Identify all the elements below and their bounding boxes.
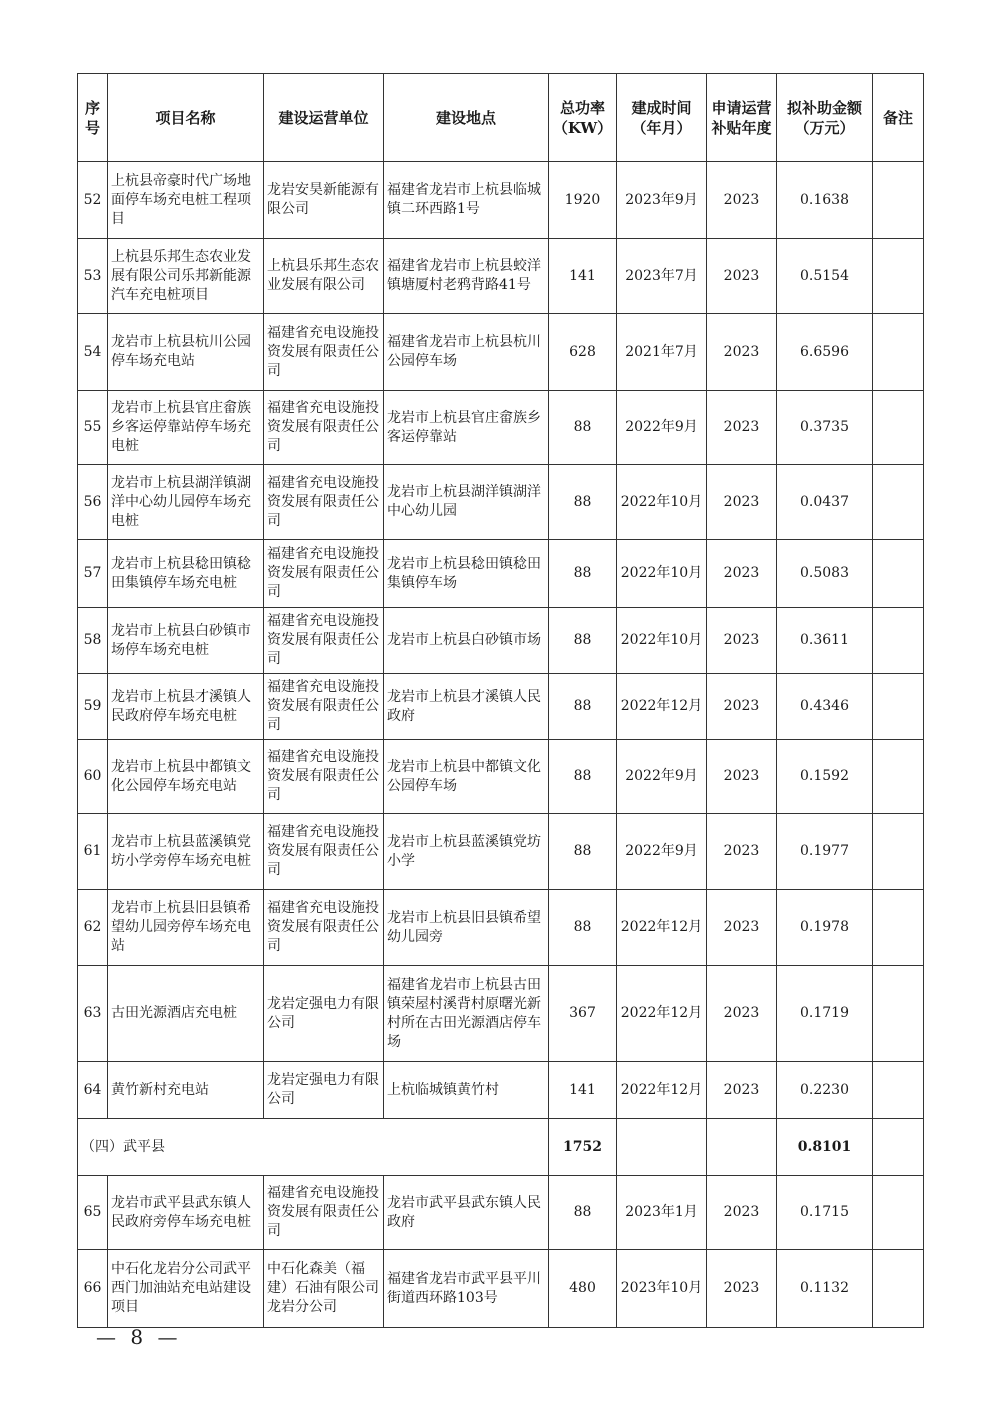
table-row [78,1176,924,1250]
cell-subsidy: 0.1715 [777,1176,873,1250]
header-subsidy: 拟补助金额（万元） [777,74,873,162]
table-row [78,1250,924,1328]
cell-operator: 福建省充电设施投资发展有限责任公司 [264,391,384,465]
cell-year: 2023 [707,239,777,314]
cell-location: 龙岩市上杭县才溪镇人民政府 [384,674,549,740]
cell-year: 2023 [707,465,777,540]
table-row [78,740,924,814]
cell-no: 61 [78,814,108,890]
cell-operator: 中石化森美（福建）石油有限公司龙岩分公司 [264,1250,384,1328]
header-row [78,74,924,162]
cell-name: 龙岩市上杭县才溪镇人民政府停车场充电桩 [108,674,264,740]
cell-location: 龙岩市上杭县中都镇文化公园停车场 [384,740,549,814]
cell-year: 2023 [707,674,777,740]
cell-operator: 福建省充电设施投资发展有限责任公司 [264,608,384,674]
cell-remark [873,608,924,674]
header-name: 项目名称 [108,74,264,162]
cell-subsidy: 0.0437 [777,465,873,540]
cell-power: 88 [549,540,617,608]
cell-operator: 龙岩安昊新能源有限公司 [264,162,384,239]
header-year: 申请运营补贴年度 [707,74,777,162]
cell-year: 2023 [707,314,777,391]
header-power: 总功率（KW） [549,74,617,162]
cell-name: 龙岩市上杭县稔田镇稔田集镇停车场充电桩 [108,540,264,608]
cell-power: 480 [549,1250,617,1328]
cell-location: 福建省龙岩市上杭县杭川公园停车场 [384,314,549,391]
cell-subsidy: 0.5083 [777,540,873,608]
cell-remark [873,674,924,740]
header-remark: 备注 [873,74,924,162]
cell-no: 53 [78,239,108,314]
cell-subsidy: 0.1977 [777,814,873,890]
cell-no: 52 [78,162,108,239]
table-row [78,674,924,740]
cell-location: 福建省龙岩市上杭县古田镇荣屋村溪背村原曙光新村所在古田光源酒店停车场 [384,966,549,1062]
cell-subsidy: 0.3611 [777,608,873,674]
cell-operator: 福建省充电设施投资发展有限责任公司 [264,674,384,740]
cell-power: 88 [549,740,617,814]
cell-operator: 福建省充电设施投资发展有限责任公司 [264,465,384,540]
cell-location: 龙岩市上杭县旧县镇希望幼儿园旁 [384,890,549,966]
cell-no: 58 [78,608,108,674]
cell-remark [873,814,924,890]
cell-built: 2022年12月 [617,674,707,740]
header-location: 建设地点 [384,74,549,162]
cell-name: 古田光源酒店充电桩 [108,966,264,1062]
cell-remark [873,1062,924,1119]
cell-built: 2021年7月 [617,314,707,391]
cell-no: 59 [78,674,108,740]
cell-name: 上杭县帝豪时代广场地面停车场充电桩工程项目 [108,162,264,239]
cell-subsidy: 0.1132 [777,1250,873,1328]
cell-subsidy: 0.1978 [777,890,873,966]
table-row [78,391,924,465]
subtotal-power: 1752 [549,1119,617,1176]
cell-power: 88 [549,465,617,540]
cell-no: 57 [78,540,108,608]
cell-built: 2022年10月 [617,608,707,674]
cell-year: 2023 [707,608,777,674]
cell-year: 2023 [707,540,777,608]
subtotal-subsidy: 0.8101 [777,1119,873,1176]
subtotal-label: （四）武平县 [78,1119,549,1176]
cell-operator: 福建省充电设施投资发展有限责任公司 [264,890,384,966]
cell-remark [873,890,924,966]
cell-power: 88 [549,391,617,465]
header-operator: 建设运营单位 [264,74,384,162]
cell-built: 2023年1月 [617,1176,707,1250]
cell-operator: 龙岩定强电力有限公司 [264,1062,384,1119]
cell-remark [873,540,924,608]
cell-name: 龙岩市上杭县白砂镇市场停车场充电桩 [108,608,264,674]
cell-subsidy: 0.4346 [777,674,873,740]
cell-built: 2023年10月 [617,1250,707,1328]
cell-no: 66 [78,1250,108,1328]
header-seq: 序号 [78,74,108,162]
cell-operator: 福建省充电设施投资发展有限责任公司 [264,314,384,391]
cell-remark [873,239,924,314]
cell-name: 上杭县乐邦生态农业发展有限公司乐邦新能源汽车充电桩项目 [108,239,264,314]
subsidy-table [77,73,924,1328]
cell-remark [873,391,924,465]
table-row [78,314,924,391]
cell-power: 141 [549,1062,617,1119]
cell-power: 88 [549,890,617,966]
cell-built: 2022年9月 [617,814,707,890]
cell-built: 2022年10月 [617,540,707,608]
cell-remark [873,966,924,1062]
cell-year: 2023 [707,814,777,890]
cell-no: 54 [78,314,108,391]
cell-no: 55 [78,391,108,465]
cell-year: 2023 [707,391,777,465]
subtotal-year-empty [707,1119,777,1176]
cell-no: 60 [78,740,108,814]
table-row [78,1062,924,1119]
cell-year: 2023 [707,890,777,966]
cell-subsidy: 0.1719 [777,966,873,1062]
cell-location: 龙岩市武平县武东镇人民政府 [384,1176,549,1250]
cell-name: 龙岩市上杭县中都镇文化公园停车场充电站 [108,740,264,814]
cell-remark [873,740,924,814]
cell-operator: 福建省充电设施投资发展有限责任公司 [264,814,384,890]
cell-name: 龙岩市上杭县旧县镇希望幼儿园旁停车场充电站 [108,890,264,966]
cell-location: 龙岩市上杭县官庄畲族乡客运停靠站 [384,391,549,465]
cell-location: 龙岩市上杭县白砂镇市场 [384,608,549,674]
cell-location: 上杭临城镇黄竹村 [384,1062,549,1119]
table-row [78,465,924,540]
cell-power: 628 [549,314,617,391]
cell-built: 2023年9月 [617,162,707,239]
cell-no: 65 [78,1176,108,1250]
cell-name: 龙岩市上杭县蓝溪镇党坊小学旁停车场充电桩 [108,814,264,890]
table-row [78,814,924,890]
cell-remark [873,162,924,239]
cell-built: 2022年10月 [617,465,707,540]
cell-built: 2022年12月 [617,890,707,966]
cell-built: 2022年12月 [617,1062,707,1119]
table-row [78,608,924,674]
table-row [78,162,924,239]
table-row [78,239,924,314]
cell-name: 龙岩市上杭县杭川公园停车场充电站 [108,314,264,391]
cell-year: 2023 [707,1062,777,1119]
cell-subsidy: 6.6596 [777,314,873,391]
cell-year: 2023 [707,162,777,239]
cell-no: 63 [78,966,108,1062]
cell-operator: 福建省充电设施投资发展有限责任公司 [264,740,384,814]
cell-subsidy: 0.1638 [777,162,873,239]
cell-remark [873,465,924,540]
cell-name: 中石化龙岩分公司武平西门加油站充电站建设项目 [108,1250,264,1328]
cell-power: 88 [549,608,617,674]
cell-remark [873,314,924,391]
cell-power: 88 [549,1176,617,1250]
table-row [78,540,924,608]
cell-name: 龙岩市武平县武东镇人民政府旁停车场充电桩 [108,1176,264,1250]
cell-operator: 福建省充电设施投资发展有限责任公司 [264,540,384,608]
cell-operator: 上杭县乐邦生态农业发展有限公司 [264,239,384,314]
cell-power: 88 [549,674,617,740]
page-number: — 8 — [96,1325,182,1349]
cell-name: 龙岩市上杭县官庄畲族乡客运停靠站停车场充电桩 [108,391,264,465]
cell-year: 2023 [707,966,777,1062]
subtotal-row [78,1119,924,1176]
cell-year: 2023 [707,1176,777,1250]
table-row [78,890,924,966]
cell-subsidy: 0.5154 [777,239,873,314]
cell-subsidy: 0.3735 [777,391,873,465]
cell-subsidy: 0.1592 [777,740,873,814]
cell-location: 龙岩市上杭县湖洋镇湖洋中心幼儿园 [384,465,549,540]
cell-remark [873,1250,924,1328]
cell-location: 龙岩市上杭县蓝溪镇党坊小学 [384,814,549,890]
cell-operator: 福建省充电设施投资发展有限责任公司 [264,1176,384,1250]
subtotal-built-empty [617,1119,707,1176]
cell-power: 367 [549,966,617,1062]
cell-year: 2023 [707,1250,777,1328]
cell-name: 黄竹新村充电站 [108,1062,264,1119]
header-built: 建成时间（年月） [617,74,707,162]
cell-built: 2022年12月 [617,966,707,1062]
cell-subsidy: 0.2230 [777,1062,873,1119]
cell-no: 64 [78,1062,108,1119]
cell-name: 龙岩市上杭县湖洋镇湖洋中心幼儿园停车场充电桩 [108,465,264,540]
cell-location: 龙岩市上杭县稔田镇稔田集镇停车场 [384,540,549,608]
cell-year: 2023 [707,740,777,814]
subtotal-remark-empty [873,1119,924,1176]
cell-remark [873,1176,924,1250]
cell-no: 56 [78,465,108,540]
table-row [78,966,924,1062]
cell-location: 福建省龙岩市上杭县临城镇二环西路1号 [384,162,549,239]
cell-built: 2023年7月 [617,239,707,314]
cell-power: 1920 [549,162,617,239]
cell-power: 88 [549,814,617,890]
cell-location: 福建省龙岩市武平县平川街道西环路103号 [384,1250,549,1328]
cell-power: 141 [549,239,617,314]
cell-built: 2022年9月 [617,391,707,465]
cell-operator: 龙岩定强电力有限公司 [264,966,384,1062]
cell-location: 福建省龙岩市上杭县蛟洋镇塘厦村老鸦背路41号 [384,239,549,314]
cell-built: 2022年9月 [617,740,707,814]
cell-no: 62 [78,890,108,966]
